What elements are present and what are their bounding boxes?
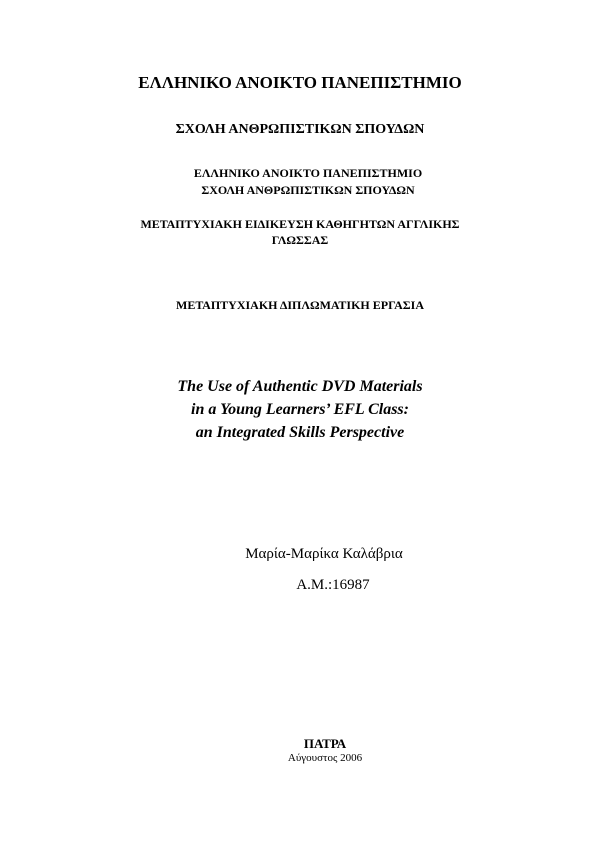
program-line-2: ΓΛΩΣΣΑΣ (271, 233, 329, 247)
date: Αύγουστος 2006 (287, 752, 363, 764)
thesis-type: ΜΕΤΑΠΤΥΧΙΑΚΗ ΔΙΠΛΩΜΑΤΙΚΗ ΕΡΓΑΣΙΑ (176, 298, 424, 312)
author-name: Μαρία-Μαρίκα Καλάβρια (245, 546, 403, 562)
city: ΠΑΤΡΑ (303, 736, 347, 751)
program-line-1: ΜΕΤΑΠΤΥΧΙΑΚΗ ΕΙΔΙΚΕΥΣΗ ΚΑΘΗΓΗΤΩΝ ΑΓΓΛΙΚΗΣ (140, 217, 460, 231)
thesis-title-line-2: in a Young Learners’ EFL Class: (191, 401, 409, 418)
student-id: Α.Μ.:16987 (296, 577, 370, 593)
school-subtitle: ΣΧΟΛΗ ΑΝΘΡΩΠΙΣΤΙΚΩΝ ΣΠΟΥΔΩΝ (201, 183, 415, 197)
school-title: ΣΧΟΛΗ ΑΝΘΡΩΠΙΣΤΙΚΩΝ ΣΠΟΥΔΩΝ (175, 122, 425, 137)
thesis-title-line-3: an Integrated Skills Perspective (195, 424, 405, 441)
university-title: ΕΛΛΗΝΙΚΟ ΑΝΟΙΚΤΟ ΠΑΝΕΠΙΣΤΗΜΙΟ (138, 73, 462, 92)
university-subtitle: ΕΛΛΗΝΙΚΟ ΑΝΟΙΚΤΟ ΠΑΝΕΠΙΣΤΗΜΙΟ (193, 166, 423, 180)
thesis-title-line-1: The Use of Authentic DVD Materials (177, 378, 423, 395)
